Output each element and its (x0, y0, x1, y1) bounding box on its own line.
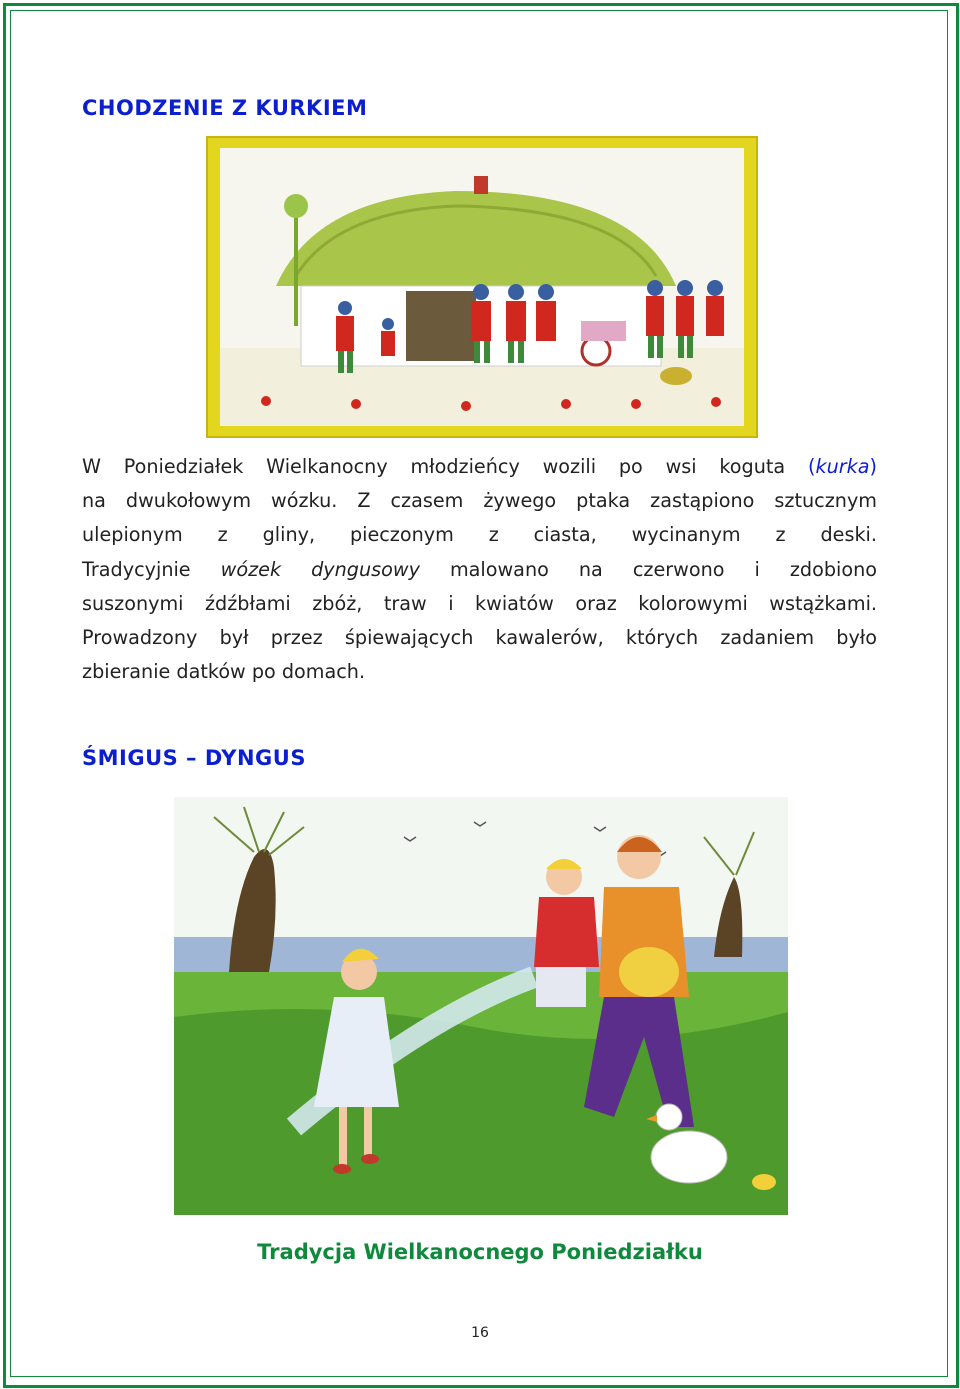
paragraph-line: suszonymi źdźbłami zbóż, traw i kwiatów oraz kolorowymi wstążkami. (82, 591, 877, 615)
folk-painting-illustration (206, 136, 758, 438)
page-number: 16 (471, 1325, 489, 1341)
wozek-dyngusowy-term: wózek dyngusowy (220, 557, 420, 581)
illustration-caption: Tradycja Wielkanocnego Poniedziałku (257, 1240, 703, 1264)
kurka-term: kurka (815, 455, 870, 478)
paragraph-line: zbieranie datków po domach. (82, 660, 366, 684)
paragraph-line: W Poniedziałek Wielkanocny młodzieńcy wozili po wsi koguta (kurka) (82, 455, 877, 478)
section-heading-smigus: ŚMIGUS – DYNGUS (82, 746, 306, 770)
paragraph-line: na dwukołowym wózku. Z czasem żywego ptaka zastąpiono sztucznym (82, 489, 877, 513)
smigus-dyngus-illustration (174, 797, 788, 1215)
paragraph-line: Prowadzony był przez śpiewających kawalerów, których zadaniem było (82, 626, 877, 650)
description-paragraph (82, 450, 877, 689)
section-heading-chodzenie: CHODZENIE Z KURKIEM (82, 96, 368, 120)
paragraph-line: Tradycyjnie wózek dyngusowy malowano na czerwono i zdobiono (82, 557, 878, 581)
paragraph-line: ulepionym z gliny, pieczonym z ciasta, wycinanym z deski. (82, 523, 877, 547)
